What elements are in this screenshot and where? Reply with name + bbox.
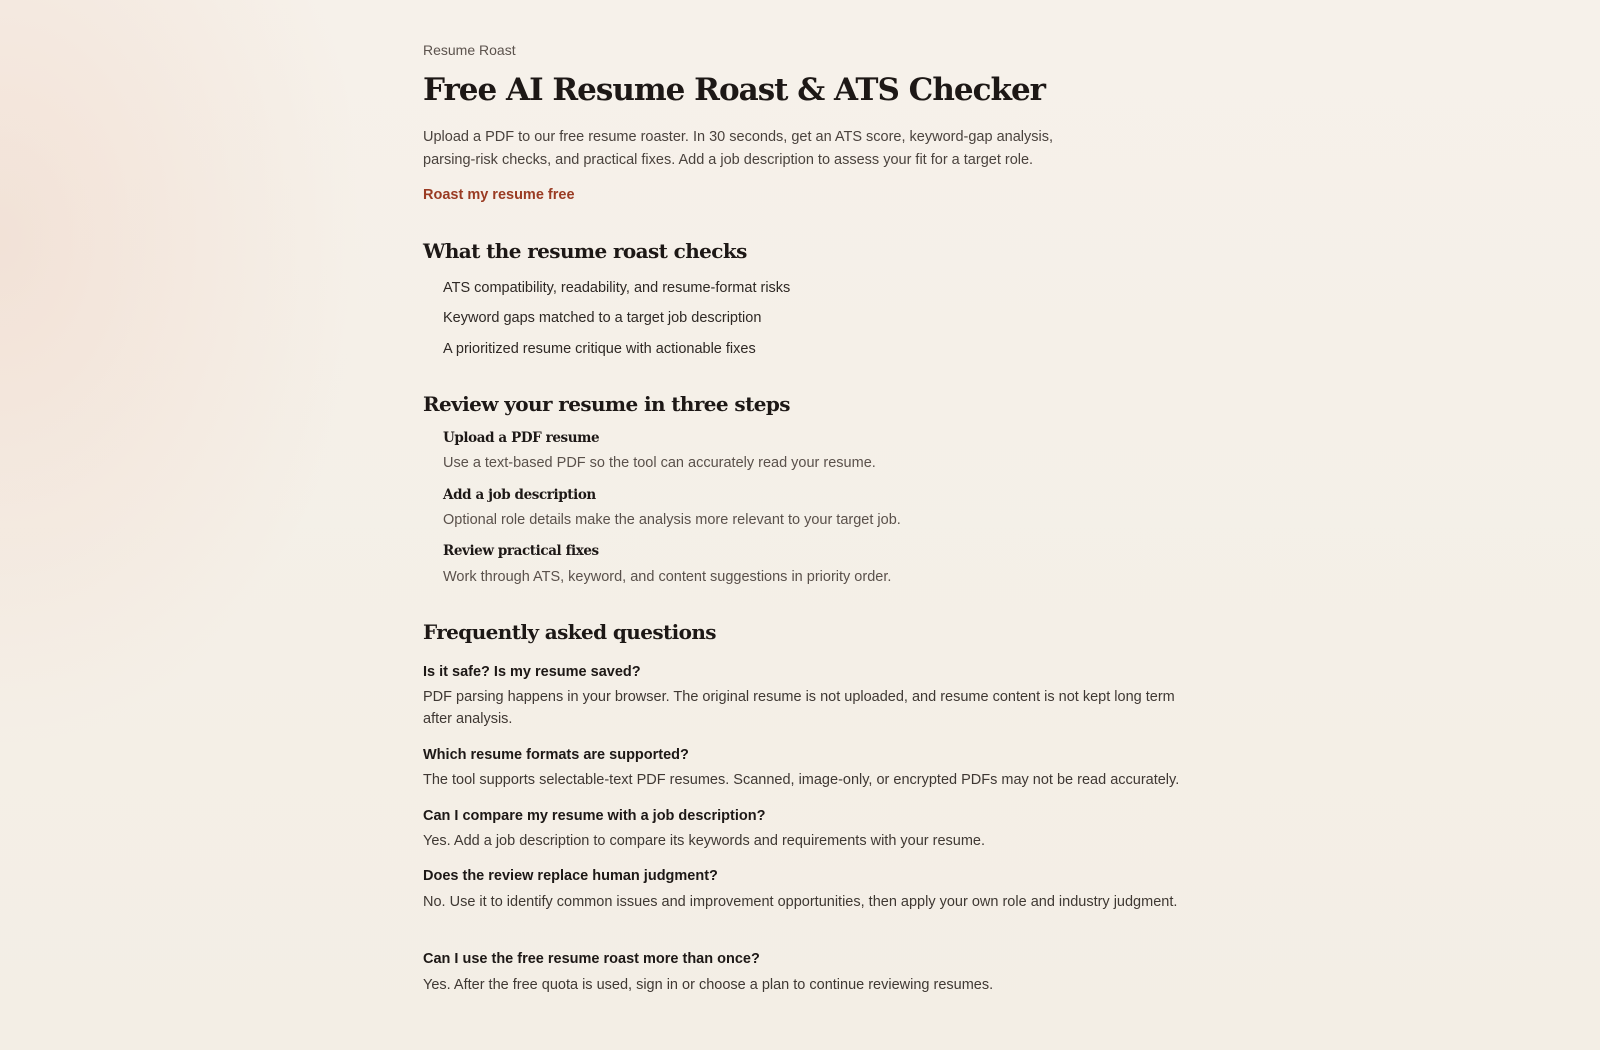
faq-question: Which resume formats are supported? — [423, 747, 689, 763]
step-description: Use a text-based PDF so the tool can accurately read your resume. — [443, 455, 876, 471]
faq-question: Can I compare my resume with a job description? — [423, 808, 766, 824]
faq-question: Does the review replace human judgment? — [423, 868, 718, 884]
list-item: ATS compatibility, readability, and resume-format risks — [443, 280, 791, 296]
faq-question: Can I use the free resume roast more than once? — [423, 951, 760, 967]
page-title: Free AI Resume Roast & ATS Checker — [423, 72, 1045, 108]
faq-answer: Yes. After the free quota is used, sign in or choose a plan to continue reviewing resumes. — [423, 977, 994, 993]
eyebrow-label: Resume Roast — [423, 42, 516, 58]
faq-answer: Yes. Add a job description to compare its keywords and requirements with your resume. — [423, 833, 986, 849]
steps-section-title: Review your resume in three steps — [423, 392, 790, 416]
faq-answer: PDF parsing happens in your browser. The original resume is not uploaded, and resume content is not kept long term after analysis. — [423, 689, 1175, 727]
step-description: Optional role details make the analysis more relevant to your target job. — [443, 512, 901, 528]
checks-section-title: What the resume roast checks — [423, 239, 747, 263]
step-title: Add a job description — [443, 487, 596, 503]
faq-answer: The tool supports selectable-text PDF resumes. Scanned, image-only, or encrypted PDFs may not be read accurately. — [423, 772, 1180, 788]
step-title: Upload a PDF resume — [443, 430, 600, 446]
faq-question: Is it safe? Is my resume saved? — [423, 664, 641, 680]
step-description: Work through ATS, keyword, and content suggestions in priority order. — [443, 569, 892, 585]
list-item: A prioritized resume critique with actionable fixes — [443, 341, 756, 357]
hero-description: Upload a PDF to our free resume roaster. In 30 seconds, get an ATS score, keyword-gap analysis, parsing-risk checks, and practical fixes. Add a job description to assess your fit for a target role. — [423, 129, 1053, 168]
step-title: Review practical fixes — [443, 543, 599, 559]
faq-answer: No. Use it to identify common issues and improvement opportunities, then apply your own role and industry judgment. — [423, 894, 1178, 910]
roast-resume-button[interactable]: Roast my resume free — [423, 187, 575, 203]
faq-section-title: Frequently asked questions — [423, 620, 716, 644]
list-item: Keyword gaps matched to a target job description — [443, 310, 762, 326]
